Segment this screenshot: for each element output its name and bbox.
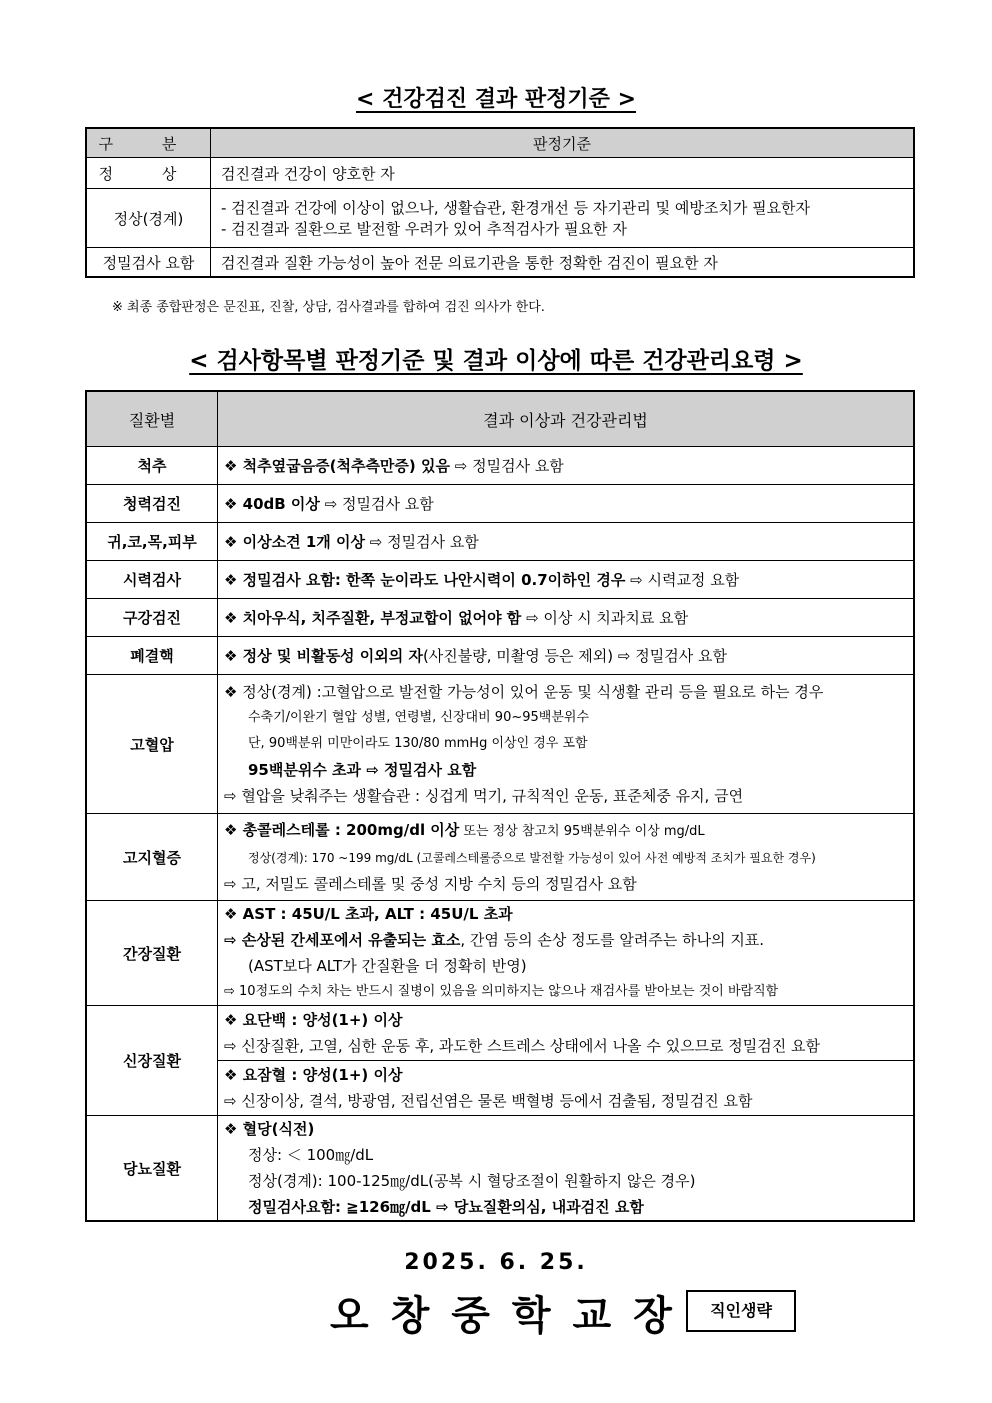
- row-text: 검진결과 건강이 양호한 자: [211, 158, 915, 189]
- table-row: 시력검사 ❖ 정밀검사 요함: 한쪽 눈이라도 나안시력이 0.7이하인 경우 ⇨ 시력교정 요함: [86, 561, 914, 599]
- table-row: 간장질환 ❖ AST : 45U/L 초과, ALT : 45U/L 초과 ⇨ 손상된 간세포에서 유출되는 효소, 간염 등의 손상 정도를 알려주는 하나의 지표. (AST보다 ALT가 간질환을 더 정확히 반영) ⇨ 10정도의 수치 차는 반드시 질병이 있음을 의미하지는 않으나 재검사를 받아보는 것이 바람직함: [86, 901, 914, 1006]
- table-row: 폐결핵 ❖ 정상 및 비활동성 이외의 자(사진불량, 미촬영 등은 제외) ⇨ 정밀검사 요함: [86, 637, 914, 675]
- disease-oral: 구강검진: [86, 599, 218, 637]
- row-label-borderline: 정상(경계): [86, 189, 211, 248]
- disease-vision: 시력검사: [86, 561, 218, 599]
- disease-spine: 척추: [86, 447, 218, 485]
- disease-ent-skin: 귀,코,목,피부: [86, 523, 218, 561]
- table-row: [86, 189, 914, 248]
- header-management: 결과 이상과 건강관리법: [218, 391, 915, 447]
- table-header-row: [86, 128, 914, 158]
- header-category: 구 분: [86, 128, 211, 158]
- judgment-criteria-table: [85, 127, 915, 278]
- table-row: 고혈압 ❖ 정상(경계) :고혈압으로 발전할 가능성이 있어 운동 및 식생활 관리 등을 필요로 하는 경우 수축기/이완기 혈압 성별, 연령별, 신장대비 90~95백분위수 단, 90백분위 미만이라도 130/80 mmHg 이상인 경우 포함 95백분위수 초과 ⇨ 정밀검사 요함 ⇨ 혈압을 낮춰주는 생활습관 : 싱겁게 먹기, 규칙적인 운동, 표준체중 유지, 금연: [86, 675, 914, 814]
- section-title-judgment-criteria: < 건강검진 결과 판정기준 >: [355, 87, 637, 112]
- table-row: [86, 158, 914, 189]
- table-row: 구강검진 ❖ 치아우식, 치주질환, 부정교합이 없어야 함 ⇨ 이상 시 치과치료 요함: [86, 599, 914, 637]
- row-label-detailed-exam: 정밀검사 요함: [86, 248, 211, 278]
- disease-hyperlipidemia: 고지혈증: [86, 814, 218, 901]
- table-header-row: [86, 391, 914, 447]
- issue-date: 2025. 6. 25.: [404, 1250, 588, 1275]
- table-row: 청력검진 ❖ 40dB 이상 ⇨ 정밀검사 요함: [86, 485, 914, 523]
- row-text: 검진결과 질환 가능성이 높아 전문 의료기관을 통한 정확한 검진이 필요한 자: [211, 248, 915, 278]
- health-management-table: [85, 390, 915, 1222]
- section-title-health-management: < 검사항목별 판정기준 및 결과 이상에 따른 건강관리요령 >: [189, 348, 803, 374]
- disease-diabetes: 당뇨질환: [86, 1116, 218, 1222]
- table-row: 귀,코,목,피부 ❖ 이상소견 1개 이상 ⇨ 정밀검사 요함: [86, 523, 914, 561]
- table-row: 당뇨질환 ❖ 혈당(식전) 정상: ＜ 100㎎/dL 정상(경계): 100-125㎎/dL(공복 시 혈당조절이 원활하지 않은 경우) 정밀검사요함: ≧126㎎/dL ⇨ 당뇨질환의심, 내과검진 요함: [86, 1116, 914, 1222]
- disease-kidney: 신장질환: [86, 1006, 218, 1116]
- principal-signature: 오창중학교장: [330, 1293, 694, 1339]
- table-row: 척추 ❖ 척추옆굽음증(척추측만증) 있음 ⇨ 정밀검사 요함: [86, 447, 914, 485]
- table-row: ❖ 요잠혈 : 양성(1+) 이상 ⇨ 신장이상, 결석, 방광염, 전립선염은 물론 백혈병 등에서 검출됨, 정밀검진 요함: [86, 1061, 914, 1116]
- row-label-normal: 정 상: [86, 158, 211, 189]
- header-criteria: 판정기준: [211, 128, 915, 158]
- disease-tuberculosis: 폐결핵: [86, 637, 218, 675]
- disease-hypertension: 고혈압: [86, 675, 218, 814]
- header-disease: 질환별: [86, 391, 218, 447]
- table-row: 신장질환 ❖ 요단백 : 양성(1+) 이상 ⇨ 신장질환, 고열, 심한 운동 후, 과도한 스트레스 상태에서 나올 수 있으므로 정밀검진 요함: [86, 1006, 914, 1061]
- table-row: 고지혈증 ❖ 총콜레스테롤 : 200mg/dl 이상 또는 정상 참고치 95백분위수 이상 mg/dL 정상(경계): 170 ~199 mg/dL (고콜레스테롤증으로 발전할 가능성이 있어 사전 예방적 조치가 필요한 경우) ⇨ 고, 저밀도 콜레스테롤 및 중성 지방 수치 등의 정밀검사 요함: [86, 814, 914, 901]
- table-row: [86, 248, 914, 278]
- row-text: - 검진결과 건강에 이상이 없으나, 생활습관, 환경개선 등 자기관리 및 예방조치가 필요한자 - 검진결과 질환으로 발전할 우려가 있어 추적검사가 필요한 자: [211, 189, 915, 248]
- footnote: ※ 최종 종합판정은 문진표, 진찰, 상담, 검사결과를 합하여 검진 의사가 한다.: [112, 300, 545, 315]
- disease-liver: 간장질환: [86, 901, 218, 1006]
- seal-omitted-box: 직인생략: [686, 1290, 796, 1332]
- disease-hearing: 청력검진: [86, 485, 218, 523]
